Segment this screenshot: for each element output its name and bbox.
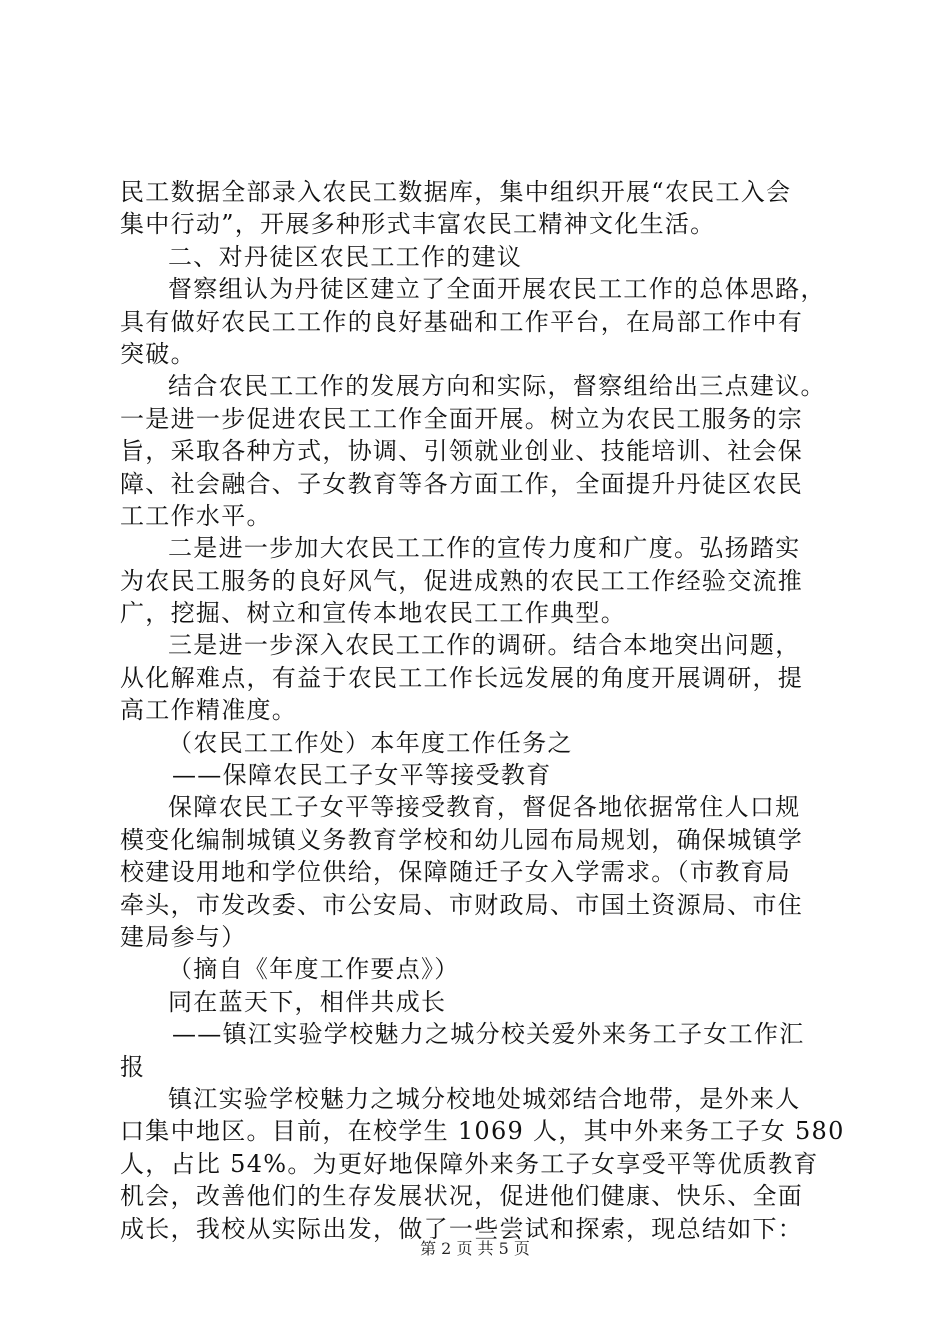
page-number: 第 2 页 共 5 页: [420, 1239, 530, 1258]
text-line: 集中行动”，开展多种形式丰富农民工精神文化生活。: [120, 210, 716, 239]
text-line: 校建设用地和学位供给，保障随迁子女入学需求。（市教育局: [120, 858, 792, 887]
text-line: 旨，采取各种方式，协调、引领就业创业、技能培训、社会保: [120, 437, 804, 466]
text-line: 高工作精准度。: [120, 696, 298, 725]
text-line: 保障农民工子女平等接受教育，督促各地依据常住人口规: [168, 793, 801, 822]
text-line: 口集中地区。目前，在校学生 1069 人，其中外来务工子女 580: [120, 1117, 845, 1146]
section-heading: 二、对丹徒区农民工工作的建议: [168, 242, 523, 271]
document-body: [120, 176, 845, 1245]
text-line: 模变化编制城镇义务教育学校和幼儿园布局规划，确保城镇学: [120, 825, 804, 854]
report-subtitle: ——镇江实验学校魅力之城分校关爱外来务工子女工作汇: [172, 1020, 805, 1049]
text-line: 民工数据全部录入农民工数据库，集中组织开展“农民工入会: [120, 178, 792, 206]
text-line: 为农民工服务的良好风气，促进成熟的农民工工作经验交流推: [120, 566, 804, 595]
text-line: 一是进一步促进农民工工作全面开展。树立为农民工服务的宗: [120, 404, 804, 433]
text-line: 二是进一步加大农民工工作的宣传力度和广度。弘扬踏实: [168, 534, 801, 563]
subtitle: ——保障农民工子女平等接受教育: [172, 761, 552, 790]
text-line: 牵头，市发改委、市公安局、市财政局、市国土资源局、市住: [120, 890, 804, 919]
text-line: 督察组认为丹徒区建立了全面开展农民工工作的总体思路，: [168, 275, 826, 304]
report-subtitle-end: 报: [120, 1052, 146, 1081]
text-line: 从化解难点，有益于农民工工作长远发展的角度开展调研，提: [120, 663, 804, 692]
text-line: 具有做好农民工工作的良好基础和工作平台，在局部工作中有: [120, 307, 804, 336]
text-line: 机会，改善他们的生存发展状况，促进他们健康、快乐、全面: [120, 1182, 804, 1211]
text-line: 工工作水平。: [120, 501, 272, 530]
text-line: 结合农民工工作的发展方向和实际，督察组给出三点建议。: [168, 372, 826, 401]
text-line: 建局参与）: [120, 922, 247, 951]
text-line: 三是进一步深入农民工工作的调研。结合本地突出问题，: [168, 631, 801, 660]
text-line: 突破。: [120, 339, 196, 368]
text-line: 人，占比 54%。为更好地保障外来务工子女享受平等优质教育: [120, 1149, 819, 1178]
text-line: 镇江实验学校魅力之城分校地处城郊结合地带，是外来人: [168, 1084, 801, 1113]
source-note: （农民工工作处）本年度工作任务之: [168, 728, 573, 757]
source-note: （摘自《年度工作要点》）: [168, 955, 460, 984]
report-title: 同在蓝天下，相伴共成长: [168, 987, 447, 1016]
text-line: 广，挖掘、树立和宣传本地农民工工作典型。: [120, 599, 626, 628]
text-line: 障、社会融合、子女教育等各方面工作，全面提升丹徒区农民: [120, 469, 804, 498]
text-line: 成长，我校从实际出发，做了一些尝试和探索，现总结如下：: [120, 1214, 804, 1243]
